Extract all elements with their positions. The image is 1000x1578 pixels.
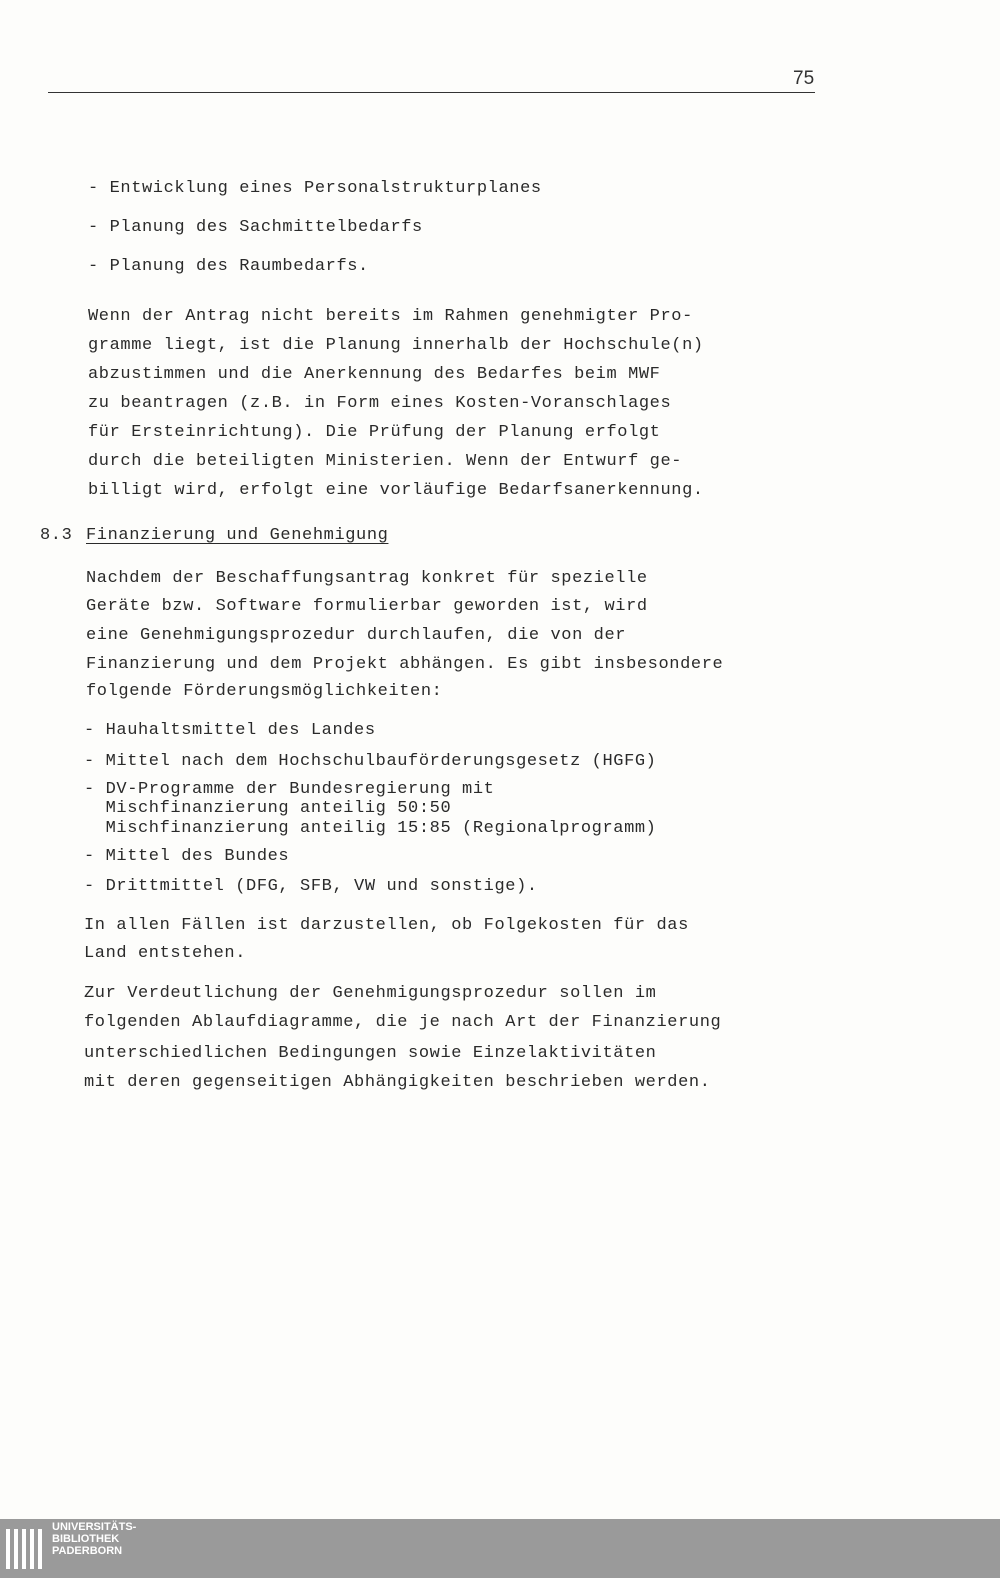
- paragraph-line: Geräte bzw. Software formulierbar geworden ist, wird: [86, 597, 648, 616]
- list-item: - DV-Programme der Bundesregierung mit: [84, 780, 495, 799]
- paragraph-line: Zur Verdeutlichung der Genehmigungsprozedur sollen im: [84, 984, 657, 1003]
- paragraph-line: abzustimmen und die Anerkennung des Bedarfes beim MWF: [88, 365, 661, 384]
- paragraph-line: durch die beteiligten Ministerien. Wenn der Entwurf ge-: [88, 452, 683, 471]
- section-title: Finanzierung und Genehmigung: [86, 526, 389, 545]
- paragraph-line: Finanzierung und dem Projekt abhängen. Es gibt insbesondere: [86, 655, 724, 674]
- footer-bar: [0, 1519, 1000, 1578]
- paragraph-line: Land entstehen.: [84, 944, 247, 963]
- list-item: - Entwicklung eines Personalstrukturplanes: [88, 179, 542, 198]
- paragraph-line: eine Genehmigungsprozedur durchlaufen, die von der: [86, 626, 627, 645]
- header-rule: [48, 92, 815, 93]
- list-item: - Drittmittel (DFG, SFB, VW und sonstige).: [84, 877, 538, 896]
- paragraph-line: folgende Förderungsmöglichkeiten:: [86, 682, 443, 701]
- paragraph-line: Nachdem der Beschaffungsantrag konkret für spezielle: [86, 569, 648, 588]
- list-item: - Hauhaltsmittel des Landes: [84, 721, 376, 740]
- list-item: Mischfinanzierung anteilig 50:50: [84, 799, 452, 818]
- list-item: - Mittel des Bundes: [84, 847, 290, 866]
- paragraph-line: billigt wird, erfolgt eine vorläufige Bedarfsanerkennung.: [88, 481, 704, 500]
- paragraph-line: zu beantragen (z.B. in Form eines Kosten-Voranschlages: [88, 394, 672, 413]
- library-logo-text: [52, 1521, 136, 1557]
- logo-line: BIBLIOTHEK: [52, 1533, 120, 1545]
- list-item: - Planung des Raumbedarfs.: [88, 257, 369, 276]
- logo-line: PADERBORN: [52, 1545, 123, 1557]
- paragraph-line: für Ersteinrichtung). Die Prüfung der Planung erfolgt: [88, 423, 661, 442]
- list-item: Mischfinanzierung anteilig 15:85 (Regionalprogramm): [84, 819, 657, 838]
- logo-line: UNIVERSITÄTS-: [52, 1521, 137, 1533]
- paragraph-line: gramme liegt, ist die Planung innerhalb der Hochschule(n): [88, 336, 704, 355]
- section-number: 8.3: [40, 526, 73, 545]
- paragraph-line: unterschiedlichen Bedingungen sowie Einzelaktivitäten: [84, 1044, 657, 1063]
- list-item: - Planung des Sachmittelbedarfs: [88, 218, 423, 237]
- paragraph-line: folgenden Ablaufdiagramme, die je nach Art der Finanzierung: [84, 1013, 722, 1032]
- paragraph-line: mit deren gegenseitigen Abhängigkeiten beschrieben werden.: [84, 1073, 711, 1092]
- list-item: - Mittel nach dem Hochschulbauförderungsgesetz (HGFG): [84, 752, 657, 771]
- page-number: 75: [793, 68, 815, 89]
- paragraph-line: Wenn der Antrag nicht bereits im Rahmen genehmigter Pro-: [88, 307, 693, 326]
- paragraph-line: In allen Fällen ist darzustellen, ob Folgekosten für das: [84, 916, 689, 935]
- library-logo-icon: [6, 1529, 46, 1569]
